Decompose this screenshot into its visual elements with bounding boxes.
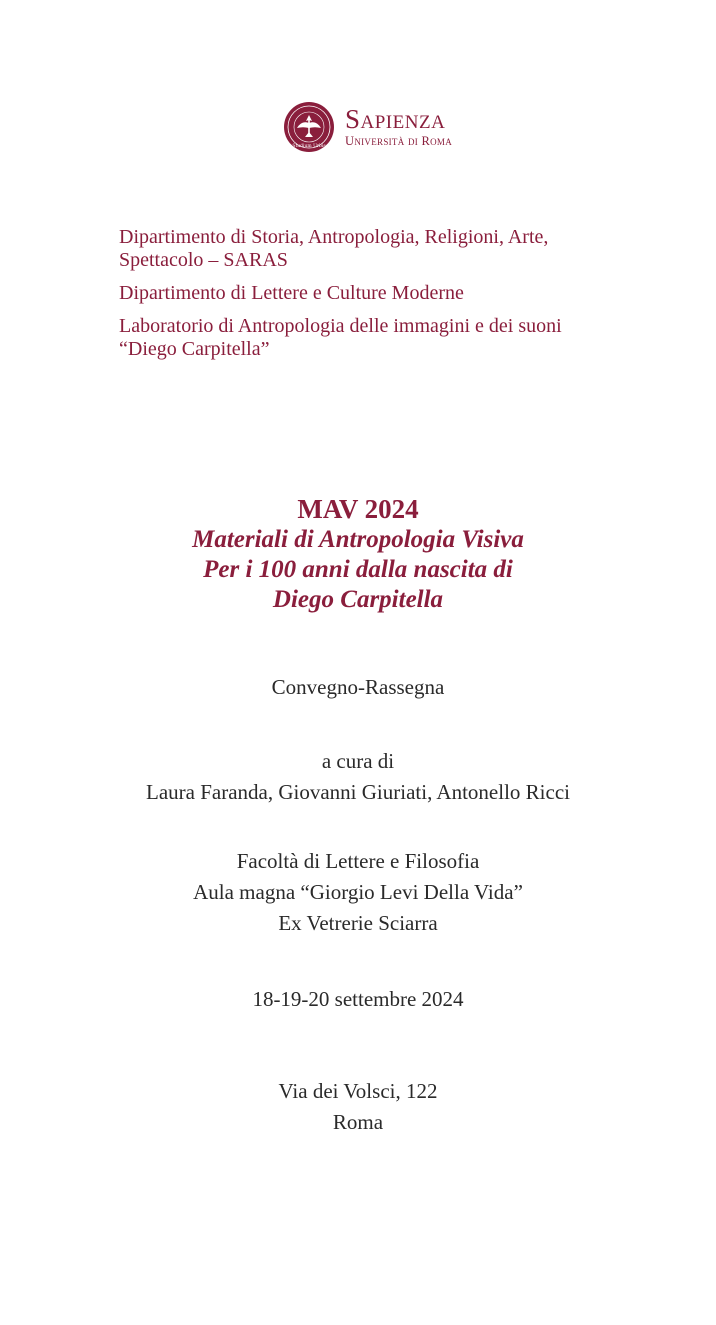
event-title-block <box>0 493 716 615</box>
venue-hall: Aula magna “Giorgio Levi Della Vida” <box>193 880 523 904</box>
venue-building: Ex Vetrerie Sciarra <box>278 911 438 935</box>
event-type: Convegno-Rassegna <box>271 675 445 699</box>
venue-faculty: Facoltà di Lettere e Filosofia <box>236 849 480 873</box>
laboratory-carpitella: Laboratorio di Antropologia delle immagini e dei suoni “Diego Carpitella” <box>119 315 562 360</box>
venue-block <box>0 846 716 939</box>
event-dates: 18-19-20 settembre 2024 <box>252 987 464 1011</box>
department-lettere: Dipartimento di Lettere e Culture Moderne <box>119 282 464 304</box>
curators-names: Laura Faranda, Giovanni Giuriati, Antonello Ricci <box>146 780 570 804</box>
curated-by-label: a cura di <box>321 749 395 773</box>
curators-block <box>0 746 716 808</box>
address-street: Via dei Volsci, 122 <box>278 1079 438 1103</box>
address-city: Roma <box>332 1110 384 1134</box>
logo-name: Sapienza <box>345 104 446 135</box>
seal-motto: Studium Urbis <box>292 144 326 149</box>
event-subtitle-line-2: Per i 100 anni dalla nascita di <box>203 556 513 583</box>
event-title: MAV 2024 <box>297 494 419 524</box>
address-block <box>0 1076 716 1138</box>
event-subtitle-line-3: Diego Carpitella <box>272 586 444 613</box>
sapienza-logo <box>283 101 452 153</box>
departments-list <box>119 226 619 371</box>
logo-text <box>345 106 452 148</box>
event-subtitle-line-1: Materiali di Antropologia Visiva <box>192 526 524 553</box>
logo-subtitle: Università di Roma <box>345 134 453 149</box>
sapienza-seal-icon <box>283 101 335 153</box>
department-saras: Dipartimento di Storia, Antropologia, Religioni, Arte, Spettacolo – SARAS <box>119 226 549 271</box>
